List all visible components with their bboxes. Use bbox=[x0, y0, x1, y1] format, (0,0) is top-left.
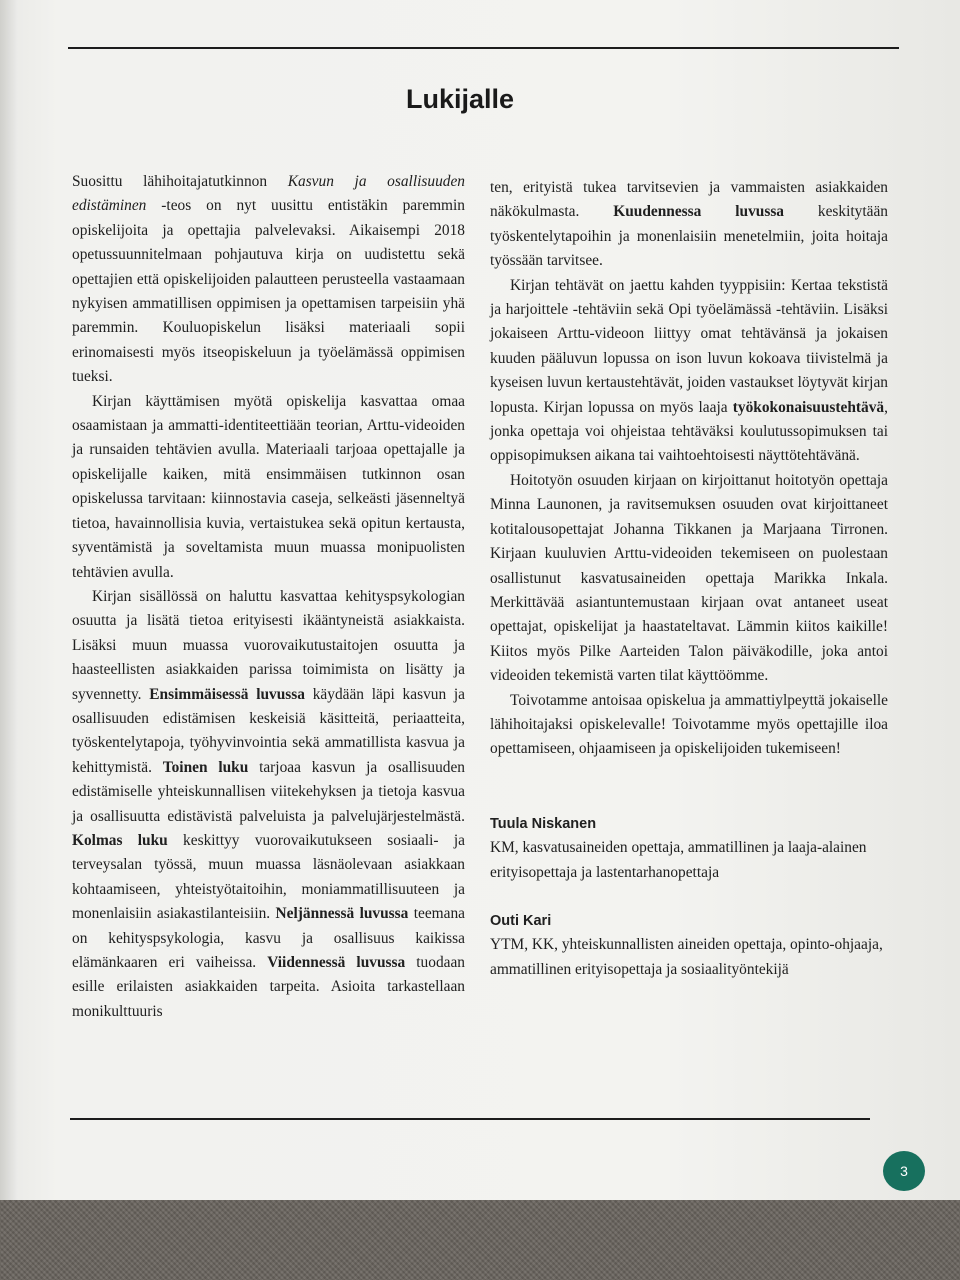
text-run: käydään läpi kasvun ja osallisuuden edistämisen keskeisiä käsitteitä, periaatteita, työskentelytapoja, työhyvinvointia sekä ammatillista kasvua ja kehittymistä. bbox=[72, 685, 465, 776]
text-run: keskitytään työskentelytapoihin ja monenlaisiin menetelmiin, joita hoitaja työssään tarvitsee. bbox=[490, 203, 888, 270]
body-paragraph bbox=[72, 585, 465, 1024]
bold-text: Kuudennessa luvussa bbox=[613, 203, 784, 221]
text-run: tarjoaa kasvun ja osallisuuden edistämiselle yhteiskunnallisen viitekehyksen ja tietoja kasvua ja osallisuutta edistävistä palveluista ja palvelujärjestelmästä. bbox=[72, 758, 465, 825]
author-signature-1 bbox=[490, 812, 888, 885]
text-run: Toivotamme antoisaa opiskelua ja ammattiylpeyttä jokaiselle lähihoitajaksi opiskelevalle! Toivotamme myös opettajille iloa opettamiseen, ohjaamiseen ja opiskelijoiden tukemiseen! bbox=[490, 691, 888, 758]
page-title: Lukijalle bbox=[405, 84, 515, 114]
body-paragraph bbox=[490, 689, 888, 762]
right-column-paragraphs bbox=[490, 176, 888, 762]
bold-text: Neljännessä luvussa bbox=[275, 905, 409, 923]
bold-text: Toinen luku bbox=[162, 758, 249, 776]
top-rule bbox=[68, 47, 899, 49]
body-paragraph bbox=[490, 469, 888, 689]
body-paragraph bbox=[490, 274, 888, 469]
author-role: YTM, KK, yhteiskunnallisten aineiden opettaja, opinto-ohjaaja, ammatillinen erityisopettaja ja sosiaalityöntekijä bbox=[490, 936, 883, 978]
left-column bbox=[72, 170, 465, 1024]
text-run: Hoitotyön osuuden kirjaan on kirjoittanut hoitotyön opettaja Minna Launonen, ja ravitsemuksen osuuden ovat kirjoittaneet kotitalousopettajat Johanna Tikkanen ja Marjaana Tirronen. Kirjaan kuuluvien Arttu-videoiden tekemiseen on puolestaan osallistunut kasvatusaineiden opettaja Marikka Inkala. Merkittävää asiantuntemustaan kirjaan ovat antaneet useat opettajat, opiskelijat ja haastateltavat. Lämmin kiitos kaikille! Kiitos myös Pilke Aarteiden Talon päiväkodille, joka antoi videoiden tekemistä varten tilat käyttöömme. bbox=[490, 471, 888, 685]
text-run: Suosittu lähihoitajatutkinnon bbox=[72, 173, 288, 190]
text-run: Kirjan sisällössä on haluttu kasvattaa kehityspsykologian osuutta ja lisätä tietoa erityisesti ikääntyneistä asiakkaista. Lisäksi muun muassa vuorovaikutustaitojen osuutta ja haasteellisten asiakkaiden parissa toimimista on lisätty ja syvennetty. bbox=[72, 587, 465, 703]
italic-text: Kasvun ja osallisuuden edistäminen bbox=[72, 173, 465, 215]
author-signature-2 bbox=[490, 909, 888, 982]
bold-text: Ensimmäisessä luvussa bbox=[149, 685, 305, 703]
bold-text: Kolmas luku bbox=[72, 831, 168, 849]
text-run: ten, erityistä tukea tarvitsevien ja vammaisten asiakkaiden näkökulmasta. bbox=[490, 179, 888, 221]
text-run: Kirjan tehtävät on jaettu kahden tyyppisiin: Kertaa tekstistä ja harjoittele -tehtäviin sekä Opi työelämässä -tehtäviin. Lisäksi jokaiseen Arttu-videoon liittyy omat tehtävänsä ja jokaisen kuuden pääluvun lopussa on ison luvun kokoava tiivistelmä ja kyseisen luvun kertaustehtävät, joiden vastaukset löytyvät kirjan lopusta. Kirjan lopussa on myös laaja bbox=[490, 276, 888, 416]
book-spine-shadow bbox=[0, 0, 18, 1212]
author-name: Tuula Niskanen bbox=[490, 815, 597, 832]
text-run: teemana on kehityspsykologia, kasvu ja osallisuus kaikissa elämänkaaren eri vaiheissa. bbox=[72, 905, 465, 971]
body-paragraph bbox=[72, 170, 465, 390]
author-name: Outi Kari bbox=[490, 912, 552, 929]
text-run: Kirjan käyttämisen myötä opiskelija kasvattaa omaa osaamistaan ja ammatti-identiteettiään teorian, Arttu-videoiden ja runsaiden tehtävien avulla. Materiaali tarjoaa opettajalle ja opiskelijalle kaiken, mitä ensimmäisen tutkinnon osan opiskelussa tarvitaan: kiinnostavia caseja, selkeästi jäsenneltyä tietoa, havainnollisia kuvia, vertaistukea sekä opitun kertausta, syventämistä ja soveltamista muun muassa monipuolisten tehtävien avulla. bbox=[72, 392, 465, 581]
body-paragraph bbox=[72, 390, 465, 585]
author-role: KM, kasvatusaineiden opettaja, ammatillinen ja laaja-alainen erityisopettaja ja lastentarhanopettaja bbox=[490, 839, 867, 881]
text-run: keskittyy vuorovaikutukseen sosiaali- ja terveysalan työssä, muun muassa läsnäolevaan asiakkaan kohtaamiseen, yhteistyötaitoihin, moniammatillisuuteen ja monenlaisiin asiakastilanteisiin. bbox=[72, 831, 465, 923]
text-run: tuodaan esille erilaisten asiakkaiden tarpeita. Asioita tarkastellaan monikulttuuris bbox=[72, 954, 465, 1020]
bold-text: Viidennessä luvussa bbox=[267, 954, 406, 971]
text-run: -teos on nyt uusittu entistäkin paremmin opiskelijoita ja opettajia palvelevaksi. Aikaisempi 2018 opetussuunnitelmaan pohjautuva kirja on uudistettu sekä opettajien että opiskelijoiden palautteen perusteella vastaamaan nykyisen ammatillisen oppimisen ja opettamisen tarpeisiin yhä paremmin. Kouluopiskelun lisäksi materiaali sopii erinomaisesti myös itseopiskeluun ja työelämässä oppimisen tueksi. bbox=[72, 197, 465, 386]
fabric-background bbox=[0, 1200, 960, 1280]
text-run: , jonka opettaja voi ohjeistaa tehtäväksi koulutussopimuksen tai oppisopimuksen aikana tai vaihtoehtoisesti näyttötehtävänä. bbox=[490, 398, 888, 465]
page-number-badge: 3 bbox=[883, 1151, 925, 1191]
right-column bbox=[490, 176, 888, 982]
bold-text: työkokonaisuustehtävä bbox=[732, 398, 885, 416]
bottom-rule bbox=[70, 1118, 870, 1120]
body-paragraph bbox=[490, 176, 888, 274]
